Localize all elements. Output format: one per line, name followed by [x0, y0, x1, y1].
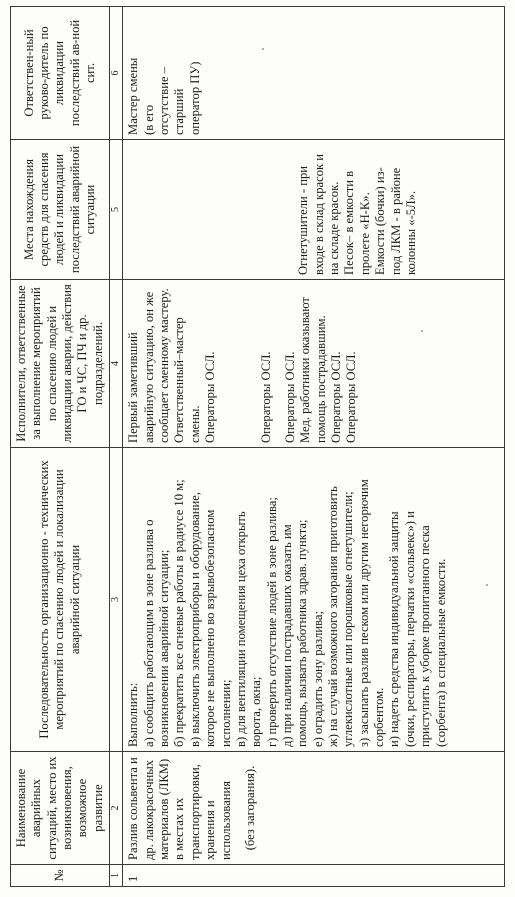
emergency-plan-table: [10, 6, 505, 887]
measures-cell: [123, 448, 505, 752]
column-number-row: [110, 7, 123, 887]
measure-line: углекислотные или порошковые огнетушители;: [341, 491, 356, 747]
header-responsible: Ответствен-ный руково-дитель по ликвидации последствий ав-ной сит.: [11, 7, 110, 140]
measure-line: Выполнить:: [126, 682, 141, 747]
situation-line: в местах их: [172, 797, 187, 860]
column-number: 4: [110, 280, 123, 448]
measure-line: ворота, окна;: [249, 676, 264, 747]
places-cell: [123, 140, 505, 280]
executor-line: Операторы ОСЛ.: [344, 351, 359, 443]
scan-speck: [262, 48, 264, 50]
executor-line: Мед. работники оказывают: [298, 297, 313, 443]
measure-line: б) прекратить все огневые работы в радиусе 10 м;: [172, 479, 187, 747]
scan-speck: [486, 584, 488, 586]
responsible-cell: [123, 7, 505, 140]
measure-line: в) для вентиляции помещения цеха открыть: [233, 511, 248, 747]
header-executors: Исполнители, ответственные за выполнение мероприятий по спасению людей и ликвидации аварии, действия ГО и ЧС, ПЧ и др. подразделений.: [11, 280, 110, 448]
column-number: 2: [110, 752, 123, 865]
responsible-line: (в его: [141, 104, 156, 135]
measure-line: и) надеть средства индивидуальной защиты: [387, 511, 402, 747]
measure-line: (сорбента) в специальные емкости.: [433, 558, 448, 747]
measure-line: приступить к уборке пропитанного песка: [418, 525, 433, 747]
executor-line: Первый заметивший: [126, 332, 141, 443]
situation-note: (без загорания).: [242, 765, 257, 851]
measure-line: е) оградить зону разлива;: [310, 611, 325, 747]
executor-line: Ответственный–мастер смены.: [172, 317, 202, 443]
executor-line: сообщает сменному мастеру.: [157, 288, 172, 443]
place-line: пролете «Н-К».: [357, 192, 372, 275]
measure-line: а) сообщить работающим в зоне разлива о: [141, 519, 156, 747]
header-places: Места нахождения средств для спасения людей и ликвидации последствий аварийной ситуации: [11, 140, 110, 280]
measure-line: помощь, вызвать работника здрав. пункта;: [295, 519, 310, 747]
measure-line: д) при наличии пострадавших оказать им: [279, 524, 294, 747]
executor-line: Операторы ОСЛ.: [203, 351, 218, 443]
situation-line: Разлив сольвента и: [126, 757, 141, 860]
scan-speck: [421, 330, 423, 332]
measure-line: возникновении аварийной ситуации;: [157, 549, 172, 747]
measure-line: исполнении;: [218, 679, 233, 747]
place-line: входе в склад красок и: [311, 154, 326, 275]
executor-line: аварийную ситуацию, он же: [141, 291, 156, 443]
column-number: 3: [110, 448, 123, 752]
measure-line: которое не выполнено во взрывобезопасном: [203, 509, 218, 747]
column-number: 1: [110, 865, 123, 887]
column-number: 6: [110, 7, 123, 140]
place-line: Песок– в емкости в: [342, 170, 357, 275]
place-line: на складе красок.: [327, 181, 342, 275]
measure-line: в) выключить электроприборы и оборудование,: [187, 492, 202, 747]
executor-line: помощь пострадавшим.: [313, 315, 328, 443]
executor-line: Операторы ОСЛ.: [258, 351, 273, 443]
measure-line: з) засыпать разлив песком или другим негорючим: [356, 479, 371, 747]
measure-line: ж) на случай возможного загорания приготовить: [326, 486, 341, 747]
measure-line: г) проверить отсутствие людей в зоне разлива;: [264, 497, 279, 747]
situation-line: др. лакокрасочных: [141, 759, 156, 860]
situation-line: использования: [218, 780, 233, 860]
place-line: под ЛКМ - в районе: [388, 167, 403, 275]
header-number: №: [11, 865, 110, 887]
table-row: [123, 7, 505, 887]
place-line: колонны «-5Л».: [403, 190, 418, 275]
row-number: 1: [123, 865, 505, 887]
responsible-line: оператор ПУ): [187, 61, 202, 135]
executor-line: Операторы ОСЛ.: [328, 351, 343, 443]
measure-line: (очки, респираторы, перчатки «сольвекс») и: [402, 511, 417, 747]
header-situation: Наименование аварийных ситуаций, место их возникновения, возможное развитие: [11, 752, 110, 865]
situation-line: материалов (ЛКМ): [157, 758, 172, 860]
executors-cell: [123, 280, 505, 448]
executor-line: Операторы ОСЛ.: [282, 351, 297, 443]
situation-line: хранения и: [203, 800, 218, 860]
place-line: Емкости (бочки) из-: [373, 167, 388, 275]
situation-cell: [123, 752, 505, 865]
responsible-line: отсутствие –: [157, 67, 172, 135]
header-measures: Последовательность организационно - технических мероприятий по спасению людей и локализации аварийной ситуации: [11, 448, 110, 752]
measure-line: сорбентом.: [372, 687, 387, 747]
responsible-line: Мастер смены: [126, 57, 141, 135]
column-number: 5: [110, 140, 123, 280]
header-row: [11, 7, 110, 887]
responsible-line: старший: [172, 88, 187, 135]
situation-line: транспортировки,: [187, 764, 202, 860]
place-line: Огнетушители - при: [296, 165, 311, 275]
